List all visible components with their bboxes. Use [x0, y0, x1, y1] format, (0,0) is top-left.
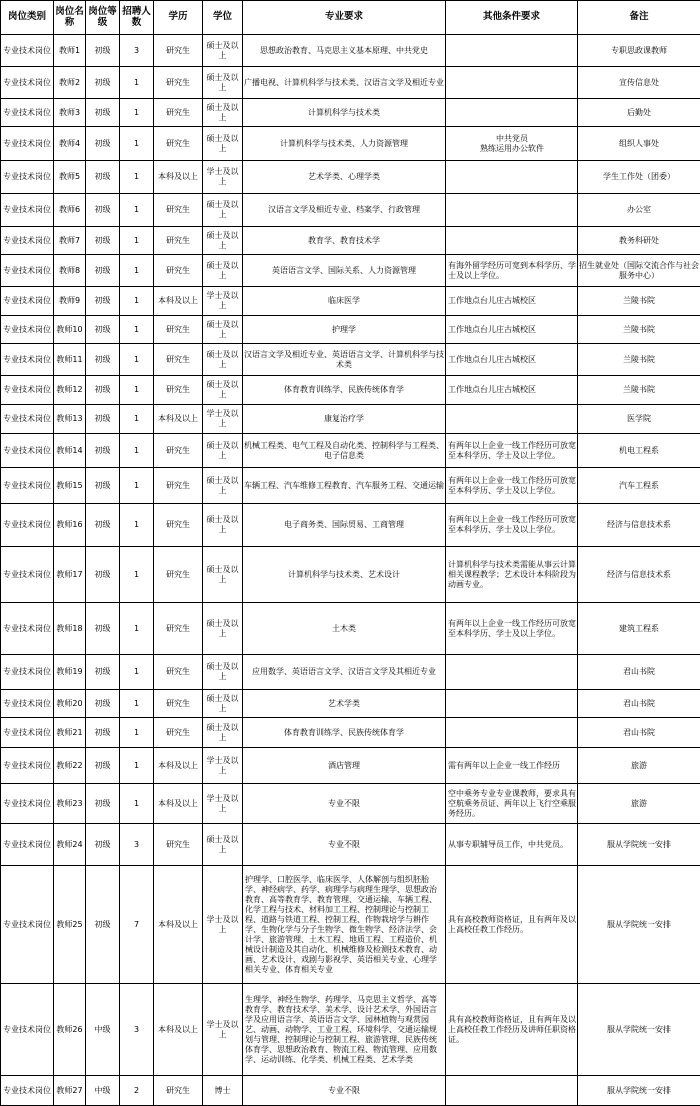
cell-level: 初级 — [86, 603, 120, 655]
cell-count: 3 — [120, 824, 154, 866]
cell-education: 本科及以上 — [154, 405, 203, 434]
cell-degree: 硕士及以上 — [203, 194, 243, 227]
cell-other — [446, 35, 578, 67]
cell-other: 有两年以上企业一线工作经历可放宽至本科学历、学士及以上学位。 — [446, 434, 578, 468]
cell-note: 兰陵书院 — [578, 316, 700, 344]
cell-level: 初级 — [86, 161, 120, 194]
cell-category: 专业技术岗位 — [1, 344, 54, 376]
cell-position-name: 教师15 — [54, 468, 86, 504]
cell-position-name: 教师25 — [54, 866, 86, 984]
cell-education: 研究生 — [154, 603, 203, 655]
cell-other: 有两年以上企业一线工作经历可放宽至本科学历、学士及以上学位。 — [446, 504, 578, 547]
cell-major: 汉语言文学及相近专业、英语语言文学、计算机科学与技术类 — [243, 344, 446, 376]
cell-count: 1 — [120, 227, 154, 255]
cell-major: 思想政治教育、马克思主义基本原理、中共党史 — [243, 35, 446, 67]
cell-major: 生理学、神经生物学、药理学、马克思主义哲学、高等教育学、教育技术学、美术学、设计艺术学、外国语言学及应用语言学、英语语言文学、园林植物与观赏园艺、动画、动物学、工业工程、环境科学、交通运输规划与管理、控制理论与控制工程、旅游管理、民族传统体育学、思想政治教育、物流工程、物流管理、应用数学、运动训练、化学类、机械工程类、艺术学类 — [243, 984, 446, 1076]
cell-category: 专业技术岗位 — [1, 161, 54, 194]
table-row — [1, 603, 700, 655]
cell-degree: 硕士及以上 — [203, 718, 243, 748]
table-row — [1, 99, 700, 127]
cell-note: 建筑工程系 — [578, 603, 700, 655]
cell-other: 需有两年以上企业一线工作经历 — [446, 748, 578, 784]
cell-major: 体育教育训练学、民族传统体育学 — [243, 376, 446, 405]
cell-other: 空中乘务专业专业课教师，要求具有空航乘务员证、两年以上飞行空乘服务经历。 — [446, 784, 578, 824]
cell-category: 专业技术岗位 — [1, 99, 54, 127]
cell-level: 初级 — [86, 287, 120, 316]
cell-category: 专业技术岗位 — [1, 547, 54, 603]
cell-position-name: 教师7 — [54, 227, 86, 255]
cell-degree: 硕士及以上 — [203, 127, 243, 161]
table-row — [1, 1076, 700, 1106]
cell-degree: 硕士及以上 — [203, 255, 243, 287]
cell-level: 初级 — [86, 227, 120, 255]
cell-note: 专职思政课教师 — [578, 35, 700, 67]
cell-major: 教育学、教育技术学 — [243, 227, 446, 255]
cell-count: 3 — [120, 984, 154, 1076]
cell-degree: 硕士及以上 — [203, 434, 243, 468]
cell-position-name: 教师12 — [54, 376, 86, 405]
cell-other: 工作地点台儿庄古城校区 — [446, 376, 578, 405]
cell-note: 汽车工程系 — [578, 468, 700, 504]
cell-other: 有两年以上企业一线工作经历可放宽至本科学历、学士及以上学位。 — [446, 603, 578, 655]
cell-level: 初级 — [86, 824, 120, 866]
cell-education: 研究生 — [154, 504, 203, 547]
cell-level: 初级 — [86, 255, 120, 287]
cell-other: 具有高校教师资格证，且有两年及以上高校任教工作经历。 — [446, 866, 578, 984]
cell-note: 服从学院统一安排 — [578, 866, 700, 984]
cell-note: 兰陵书院 — [578, 376, 700, 405]
cell-category: 专业技术岗位 — [1, 504, 54, 547]
cell-degree: 硕士及以上 — [203, 344, 243, 376]
cell-category: 专业技术岗位 — [1, 405, 54, 434]
cell-education: 研究生 — [154, 824, 203, 866]
cell-education: 本科及以上 — [154, 161, 203, 194]
cell-major: 康复治疗学 — [243, 405, 446, 434]
cell-education: 研究生 — [154, 227, 203, 255]
cell-category: 专业技术岗位 — [1, 718, 54, 748]
cell-count: 1 — [120, 547, 154, 603]
cell-category: 专业技术岗位 — [1, 655, 54, 690]
cell-education: 本科及以上 — [154, 866, 203, 984]
header-other: 其他条件要求 — [446, 1, 578, 35]
cell-position-name: 教师27 — [54, 1076, 86, 1106]
table-row — [1, 316, 700, 344]
cell-other: 中共党员 熟练运用办公软件 — [446, 127, 578, 161]
cell-note: 兰陵书院 — [578, 344, 700, 376]
cell-position-name: 教师11 — [54, 344, 86, 376]
cell-education: 研究生 — [154, 35, 203, 67]
cell-position-name: 教师21 — [54, 718, 86, 748]
cell-count: 1 — [120, 287, 154, 316]
cell-position-name: 教师5 — [54, 161, 86, 194]
header-row — [1, 1, 700, 35]
cell-other: 有两年以上企业一线工作经历可放宽至本科学历、学士及以上学位。 — [446, 468, 578, 504]
cell-education: 研究生 — [154, 1076, 203, 1106]
cell-education: 本科及以上 — [154, 287, 203, 316]
cell-category: 专业技术岗位 — [1, 287, 54, 316]
cell-major: 护理学、口腔医学、临床医学、人体解剖与组织胚胎学、神经病学、药学、病理学与病理生理学、思想政治教育、高等教育学、教育管理、交通运输、车辆工程、化学工程与技术、材料加工工程、控制理论与控制工程、道路与铁道工程、控制工程、作物栽培学与耕作学、生物化学与分子生物学、微生物学、经济法学、会计学、旅游管理、土木工程、地质工程、工程造价、机械设计制造及其自动化、机械维修及检测技术教育、动画、艺术设计、戏剧与影视学、英语相关专业、心理学相关专业、体育相关专业 — [243, 866, 446, 984]
cell-category: 专业技术岗位 — [1, 67, 54, 99]
cell-degree: 学士及以上 — [203, 984, 243, 1076]
cell-degree: 硕士及以上 — [203, 376, 243, 405]
cell-note: 君山书院 — [578, 655, 700, 690]
cell-position-name: 教师8 — [54, 255, 86, 287]
cell-education: 研究生 — [154, 344, 203, 376]
cell-other — [446, 99, 578, 127]
cell-other — [446, 655, 578, 690]
cell-note: 服从学院统一安排 — [578, 824, 700, 866]
cell-education: 研究生 — [154, 547, 203, 603]
cell-degree: 硕士及以上 — [203, 504, 243, 547]
cell-position-name: 教师16 — [54, 504, 86, 547]
cell-degree: 硕士及以上 — [203, 547, 243, 603]
cell-count: 1 — [120, 376, 154, 405]
cell-other: 从事专职辅导员工作，中共党员。 — [446, 824, 578, 866]
cell-education: 研究生 — [154, 99, 203, 127]
cell-level: 初级 — [86, 376, 120, 405]
cell-note: 服从学院统一安排 — [578, 984, 700, 1076]
table-row — [1, 376, 700, 405]
cell-position-name: 教师9 — [54, 287, 86, 316]
header-note: 备注 — [578, 1, 700, 35]
cell-level: 初级 — [86, 468, 120, 504]
header-education: 学历 — [154, 1, 203, 35]
table-row — [1, 227, 700, 255]
cell-education: 研究生 — [154, 316, 203, 344]
cell-category: 专业技术岗位 — [1, 255, 54, 287]
cell-major: 专业不限 — [243, 1076, 446, 1106]
cell-other: 计算机科学与技术类需能从事云计算相关课程教学；艺术设计本科阶段为动画专业。 — [446, 547, 578, 603]
cell-count: 2 — [120, 1076, 154, 1106]
cell-count: 3 — [120, 35, 154, 67]
cell-category: 专业技术岗位 — [1, 127, 54, 161]
cell-count: 1 — [120, 748, 154, 784]
table-row — [1, 161, 700, 194]
cell-degree: 学士及以上 — [203, 161, 243, 194]
cell-count: 1 — [120, 344, 154, 376]
cell-level: 初级 — [86, 344, 120, 376]
cell-category: 专业技术岗位 — [1, 824, 54, 866]
cell-major: 计算机科学与技术类、人力资源管理 — [243, 127, 446, 161]
table-body — [1, 35, 700, 1106]
table-row — [1, 504, 700, 547]
cell-level: 初级 — [86, 655, 120, 690]
table-row — [1, 127, 700, 161]
cell-education: 研究生 — [154, 255, 203, 287]
cell-position-name: 教师17 — [54, 547, 86, 603]
cell-count: 1 — [120, 603, 154, 655]
cell-note: 教务科研处 — [578, 227, 700, 255]
table-row — [1, 194, 700, 227]
cell-major: 应用数学、英语语言文学、汉语言文学及其相近专业 — [243, 655, 446, 690]
cell-major: 护理学 — [243, 316, 446, 344]
cell-count: 1 — [120, 405, 154, 434]
cell-count: 1 — [120, 784, 154, 824]
cell-degree: 硕士及以上 — [203, 690, 243, 718]
table-row — [1, 655, 700, 690]
cell-count: 1 — [120, 655, 154, 690]
cell-major: 艺术学类、心理学类 — [243, 161, 446, 194]
cell-other: 工作地点台儿庄古城校区 — [446, 316, 578, 344]
cell-position-name: 教师2 — [54, 67, 86, 99]
cell-education: 研究生 — [154, 67, 203, 99]
cell-category: 专业技术岗位 — [1, 227, 54, 255]
cell-note: 学生工作处（团委） — [578, 161, 700, 194]
cell-category: 专业技术岗位 — [1, 984, 54, 1076]
cell-category: 专业技术岗位 — [1, 784, 54, 824]
cell-note: 君山书院 — [578, 690, 700, 718]
cell-position-name: 教师6 — [54, 194, 86, 227]
cell-count: 1 — [120, 99, 154, 127]
cell-count: 1 — [120, 67, 154, 99]
table-row — [1, 405, 700, 434]
cell-major: 艺术学类 — [243, 690, 446, 718]
cell-degree: 硕士及以上 — [203, 468, 243, 504]
cell-category: 专业技术岗位 — [1, 866, 54, 984]
cell-degree: 学士及以上 — [203, 866, 243, 984]
table-row — [1, 434, 700, 468]
cell-note: 君山书院 — [578, 718, 700, 748]
table-row — [1, 748, 700, 784]
cell-level: 初级 — [86, 316, 120, 344]
cell-position-name: 教师19 — [54, 655, 86, 690]
table-row — [1, 690, 700, 718]
cell-level: 初级 — [86, 434, 120, 468]
cell-count: 1 — [120, 434, 154, 468]
cell-category: 专业技术岗位 — [1, 603, 54, 655]
cell-level: 初级 — [86, 99, 120, 127]
cell-degree: 博士 — [203, 1076, 243, 1106]
cell-other — [446, 1076, 578, 1106]
cell-note: 医学院 — [578, 405, 700, 434]
cell-category: 专业技术岗位 — [1, 376, 54, 405]
cell-level: 中级 — [86, 984, 120, 1076]
cell-count: 1 — [120, 255, 154, 287]
cell-count: 1 — [120, 194, 154, 227]
table-row — [1, 67, 700, 99]
cell-count: 1 — [120, 127, 154, 161]
header-level: 岗位等级 — [86, 1, 120, 35]
cell-other — [446, 690, 578, 718]
cell-note: 经济与信息技术系 — [578, 547, 700, 603]
cell-position-name: 教师18 — [54, 603, 86, 655]
header-major: 专业要求 — [243, 1, 446, 35]
cell-degree: 硕士及以上 — [203, 99, 243, 127]
cell-level: 中级 — [86, 1076, 120, 1106]
cell-degree: 学士及以上 — [203, 784, 243, 824]
cell-major: 计算机科学与技术类、艺术设计 — [243, 547, 446, 603]
cell-position-name: 教师26 — [54, 984, 86, 1076]
cell-note: 兰陵书院 — [578, 287, 700, 316]
cell-education: 本科及以上 — [154, 984, 203, 1076]
cell-degree: 硕士及以上 — [203, 35, 243, 67]
table-row — [1, 866, 700, 984]
cell-other — [446, 67, 578, 99]
cell-degree: 硕士及以上 — [203, 316, 243, 344]
table-row — [1, 784, 700, 824]
cell-other — [446, 718, 578, 748]
cell-category: 专业技术岗位 — [1, 748, 54, 784]
cell-major: 专业不限 — [243, 784, 446, 824]
cell-note: 宣传信息处 — [578, 67, 700, 99]
cell-major: 专业不限 — [243, 824, 446, 866]
cell-note: 旅游 — [578, 748, 700, 784]
cell-degree: 学士及以上 — [203, 287, 243, 316]
cell-degree: 学士及以上 — [203, 748, 243, 784]
cell-position-name: 教师23 — [54, 784, 86, 824]
cell-count: 1 — [120, 468, 154, 504]
table-row — [1, 824, 700, 866]
cell-major: 酒店管理 — [243, 748, 446, 784]
table-row — [1, 287, 700, 316]
cell-position-name: 教师13 — [54, 405, 86, 434]
cell-category: 专业技术岗位 — [1, 468, 54, 504]
cell-position-name: 教师14 — [54, 434, 86, 468]
table-row — [1, 468, 700, 504]
cell-count: 1 — [120, 718, 154, 748]
cell-other: 工作地点台儿庄古城校区 — [446, 344, 578, 376]
cell-note: 招生就业处（国际交流合作与社会服务中心） — [578, 255, 700, 287]
header-category: 岗位类别 — [1, 1, 54, 35]
cell-note: 经济与信息技术系 — [578, 504, 700, 547]
cell-other — [446, 227, 578, 255]
cell-major: 计算机科学与技术类 — [243, 99, 446, 127]
cell-level: 初级 — [86, 690, 120, 718]
cell-position-name: 教师1 — [54, 35, 86, 67]
cell-major: 广播电视、计算机科学与技术类、汉语言文学及相近专业 — [243, 67, 446, 99]
cell-category: 专业技术岗位 — [1, 1076, 54, 1106]
cell-category: 专业技术岗位 — [1, 316, 54, 344]
cell-category: 专业技术岗位 — [1, 35, 54, 67]
cell-position-name: 教师10 — [54, 316, 86, 344]
cell-level: 初级 — [86, 547, 120, 603]
table-row — [1, 547, 700, 603]
table-row — [1, 35, 700, 67]
cell-count: 1 — [120, 316, 154, 344]
cell-note: 旅游 — [578, 784, 700, 824]
cell-level: 初级 — [86, 127, 120, 161]
cell-level: 初级 — [86, 784, 120, 824]
cell-education: 研究生 — [154, 655, 203, 690]
cell-level: 初级 — [86, 67, 120, 99]
cell-note: 组织人事处 — [578, 127, 700, 161]
cell-other — [446, 405, 578, 434]
cell-degree: 硕士及以上 — [203, 67, 243, 99]
cell-major: 汉语言文学及相近专业、档案学、行政管理 — [243, 194, 446, 227]
cell-category: 专业技术岗位 — [1, 434, 54, 468]
cell-other — [446, 194, 578, 227]
cell-degree: 硕士及以上 — [203, 655, 243, 690]
cell-major: 体育教育训练学、民族传统体育学 — [243, 718, 446, 748]
cell-note: 服从学院统一安排 — [578, 1076, 700, 1106]
cell-count: 1 — [120, 690, 154, 718]
cell-position-name: 教师20 — [54, 690, 86, 718]
cell-category: 专业技术岗位 — [1, 194, 54, 227]
cell-education: 研究生 — [154, 194, 203, 227]
cell-other: 工作地点台儿庄古城校区 — [446, 287, 578, 316]
cell-education: 本科及以上 — [154, 748, 203, 784]
cell-count: 1 — [120, 161, 154, 194]
cell-other: 有海外留学经历可宽到本科学历、学士及以上学位。 — [446, 255, 578, 287]
cell-level: 初级 — [86, 504, 120, 547]
cell-major: 临床医学 — [243, 287, 446, 316]
cell-education: 研究生 — [154, 718, 203, 748]
cell-level: 初级 — [86, 194, 120, 227]
cell-major: 电子商务类、国际贸易、工商管理 — [243, 504, 446, 547]
table-row — [1, 984, 700, 1076]
cell-education: 研究生 — [154, 376, 203, 405]
cell-major: 英语语言文学、国际关系、人力资源管理 — [243, 255, 446, 287]
cell-major: 机械工程类、电气工程及自动化类、控制科学与工程类、电子信息类 — [243, 434, 446, 468]
table-row — [1, 718, 700, 748]
cell-education: 研究生 — [154, 434, 203, 468]
cell-count: 1 — [120, 504, 154, 547]
cell-level: 初级 — [86, 718, 120, 748]
cell-degree: 硕士及以上 — [203, 603, 243, 655]
cell-note: 机电工程系 — [578, 434, 700, 468]
cell-position-name: 教师3 — [54, 99, 86, 127]
cell-category: 专业技术岗位 — [1, 690, 54, 718]
cell-major: 车辆工程、汽车维修工程教育、汽车服务工程、交通运输 — [243, 468, 446, 504]
cell-degree: 硕士及以上 — [203, 824, 243, 866]
cell-degree: 学士及以上 — [203, 405, 243, 434]
header-position-name: 岗位名称 — [54, 1, 86, 35]
cell-position-name: 教师4 — [54, 127, 86, 161]
cell-note: 办公室 — [578, 194, 700, 227]
header-count: 招聘人数 — [120, 1, 154, 35]
cell-education: 研究生 — [154, 468, 203, 504]
header-degree: 学位 — [203, 1, 243, 35]
cell-other: 具有高校教师资格证，且有两年及以上高校任教工作经历及讲师任职资格证。 — [446, 984, 578, 1076]
cell-education: 本科及以上 — [154, 784, 203, 824]
cell-other — [446, 161, 578, 194]
table-row — [1, 255, 700, 287]
cell-major: 土木类 — [243, 603, 446, 655]
cell-note: 后勤处 — [578, 99, 700, 127]
cell-level: 初级 — [86, 405, 120, 434]
cell-education: 研究生 — [154, 127, 203, 161]
cell-level: 初级 — [86, 866, 120, 984]
table-row — [1, 344, 700, 376]
cell-position-name: 教师22 — [54, 748, 86, 784]
cell-degree: 硕士及以上 — [203, 227, 243, 255]
cell-level: 初级 — [86, 748, 120, 784]
cell-education: 研究生 — [154, 690, 203, 718]
cell-level: 初级 — [86, 35, 120, 67]
cell-count: 7 — [120, 866, 154, 984]
cell-position-name: 教师24 — [54, 824, 86, 866]
